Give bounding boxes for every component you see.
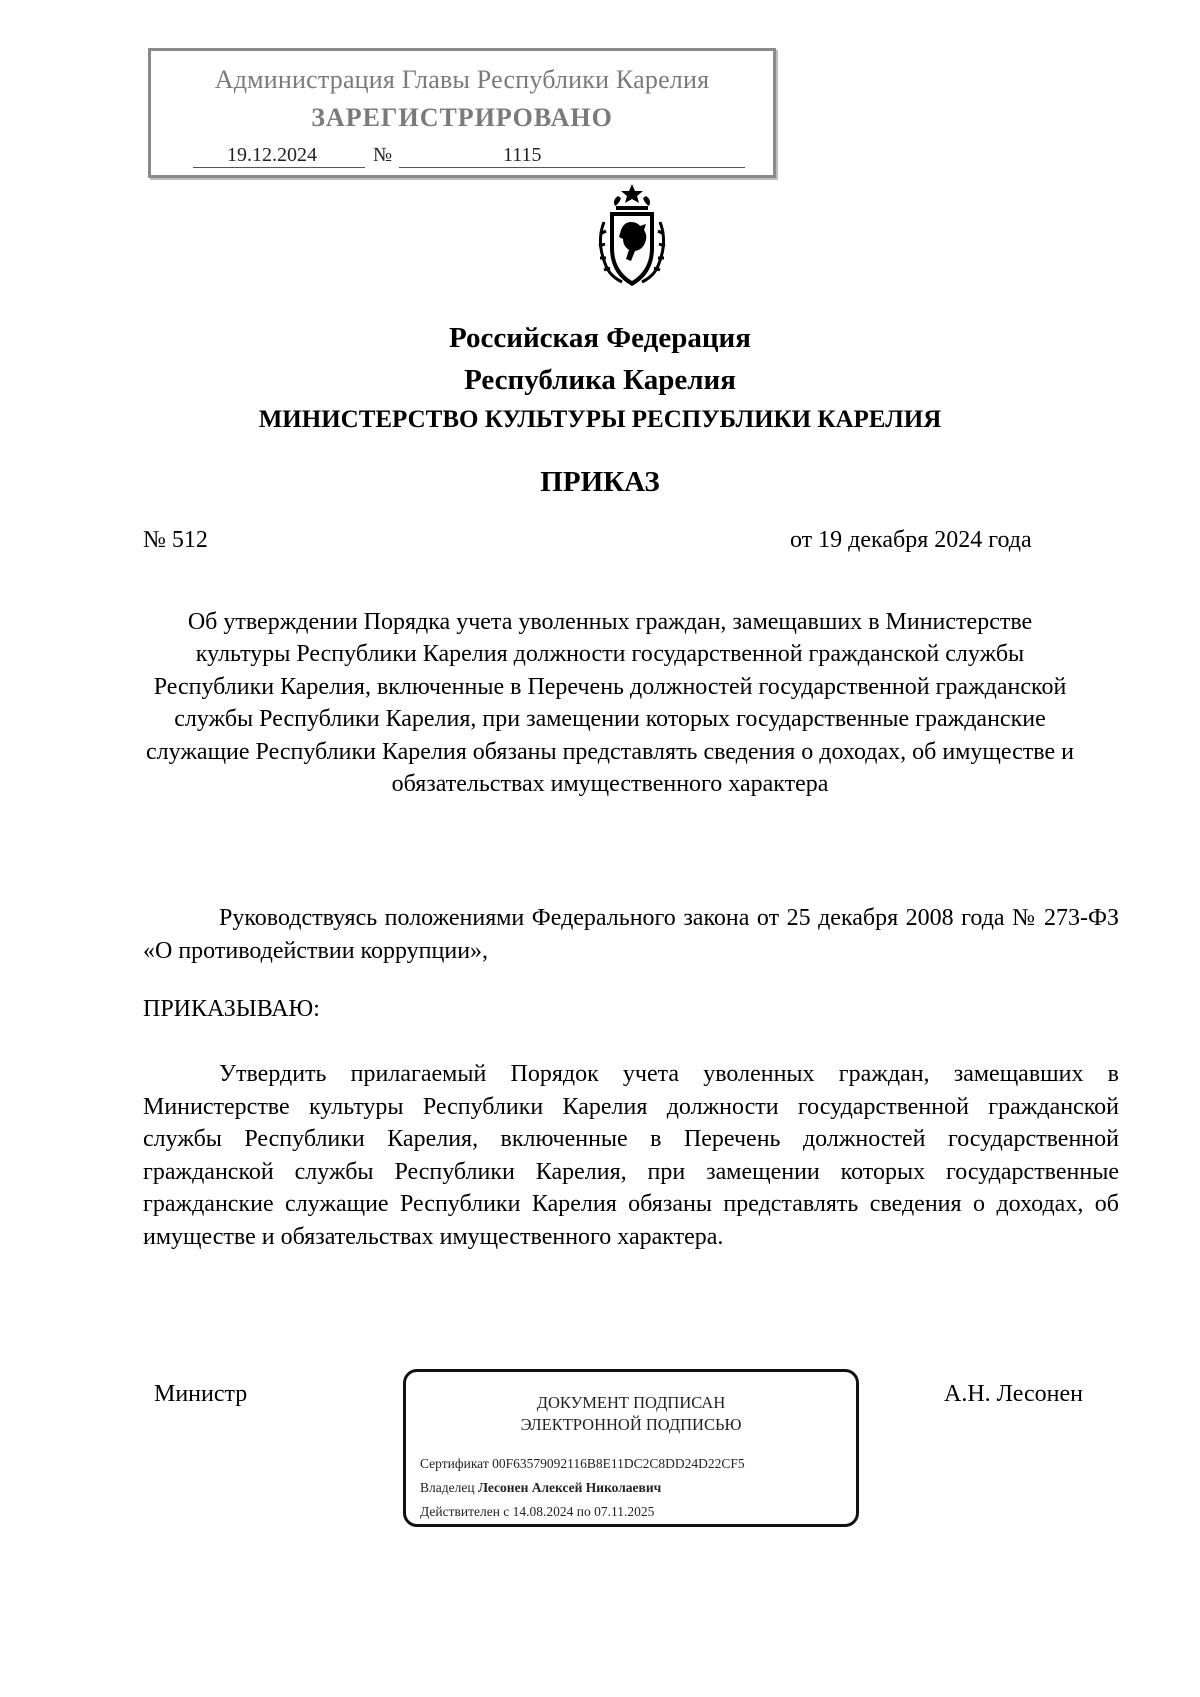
header-ministry: МИНИСТЕРСТВО КУЛЬТУРЫ РЕСПУБЛИКИ КАРЕЛИЯ <box>258 406 942 433</box>
owner-label: Владелец <box>420 1480 475 1495</box>
signature-stamp-title-1: ДОКУМЕНТ ПОДПИСАН <box>536 1393 726 1412</box>
order-date: от 19 декабря 2024 года <box>790 527 1032 553</box>
registration-number: 1115 <box>399 143 745 168</box>
command-heading: ПРИКАЗЫВАЮ: <box>143 996 320 1022</box>
signer-name: А.Н. Лесонен <box>944 1381 1084 1407</box>
validity-row <box>420 1504 654 1520</box>
certificate-row <box>420 1456 745 1472</box>
registration-number-label: № <box>373 144 393 166</box>
valid-to-label: по <box>576 1504 591 1519</box>
signer-position: Министр <box>154 1381 248 1407</box>
registration-organization: Администрация Главы Республики Карелия <box>214 65 710 94</box>
order-subject: Об утверждении Порядка учета уволенных граждан, замещавших в Министерстве культуры Республики Карелия должности государственной гражданской службы Республики Карелия, включенные в Перечень должностей государственной гражданской службы Республики Карелия, при замещении которых государственные гражданские служащие Республики Карелия обязаны представлять сведения о доходах, об имуществе и обязательствах имущественного характера <box>146 609 1074 798</box>
header-region: Республика Карелия <box>464 364 736 396</box>
karelia-coat-of-arms-icon <box>588 182 676 292</box>
order-number: № 512 <box>143 527 208 553</box>
registration-date: 19.12.2024 <box>193 143 365 168</box>
certificate-value: 00F63579092116B8E11DC2C8DD24D22CF5 <box>492 1456 745 1471</box>
registration-status: ЗАРЕГИСТРИРОВАНО <box>311 103 613 132</box>
valid-to-value: 07.11.2025 <box>594 1504 655 1519</box>
document-type: ПРИКАЗ <box>540 466 660 498</box>
owner-row <box>420 1480 661 1496</box>
valid-from-label: Действителен с <box>420 1504 510 1519</box>
header-country: Российская Федерация <box>449 322 751 354</box>
owner-value: Лесонен Алексей Николаевич <box>477 1480 662 1495</box>
valid-from-value: 14.08.2024 <box>512 1504 574 1519</box>
registration-stamp <box>148 48 776 178</box>
decision-paragraph: Утвердить прилагаемый Порядок учета уволенных граждан, замещавших в Министерстве культуры Республики Карелия должности государственной гражданской службы Республики Карелия, включенные в Перечень должностей государственной гражданской службы Республики Карелия, при замещении которых государственные гражданские служащие Республики Карелия обязаны представлять сведения о доходах, об имуществе и обязательствах имущественного характера. <box>143 1061 1119 1250</box>
electronic-signature-stamp <box>403 1369 859 1527</box>
certificate-label: Сертификат <box>420 1456 489 1471</box>
signature-stamp-title-2: ЭЛЕКТРОННОЙ ПОДПИСЬЮ <box>520 1415 742 1434</box>
preamble-paragraph: Руководствуясь положениями Федерального закона от 25 декабря 2008 года № 273-ФЗ «О противодействии коррупции», <box>143 905 1119 964</box>
